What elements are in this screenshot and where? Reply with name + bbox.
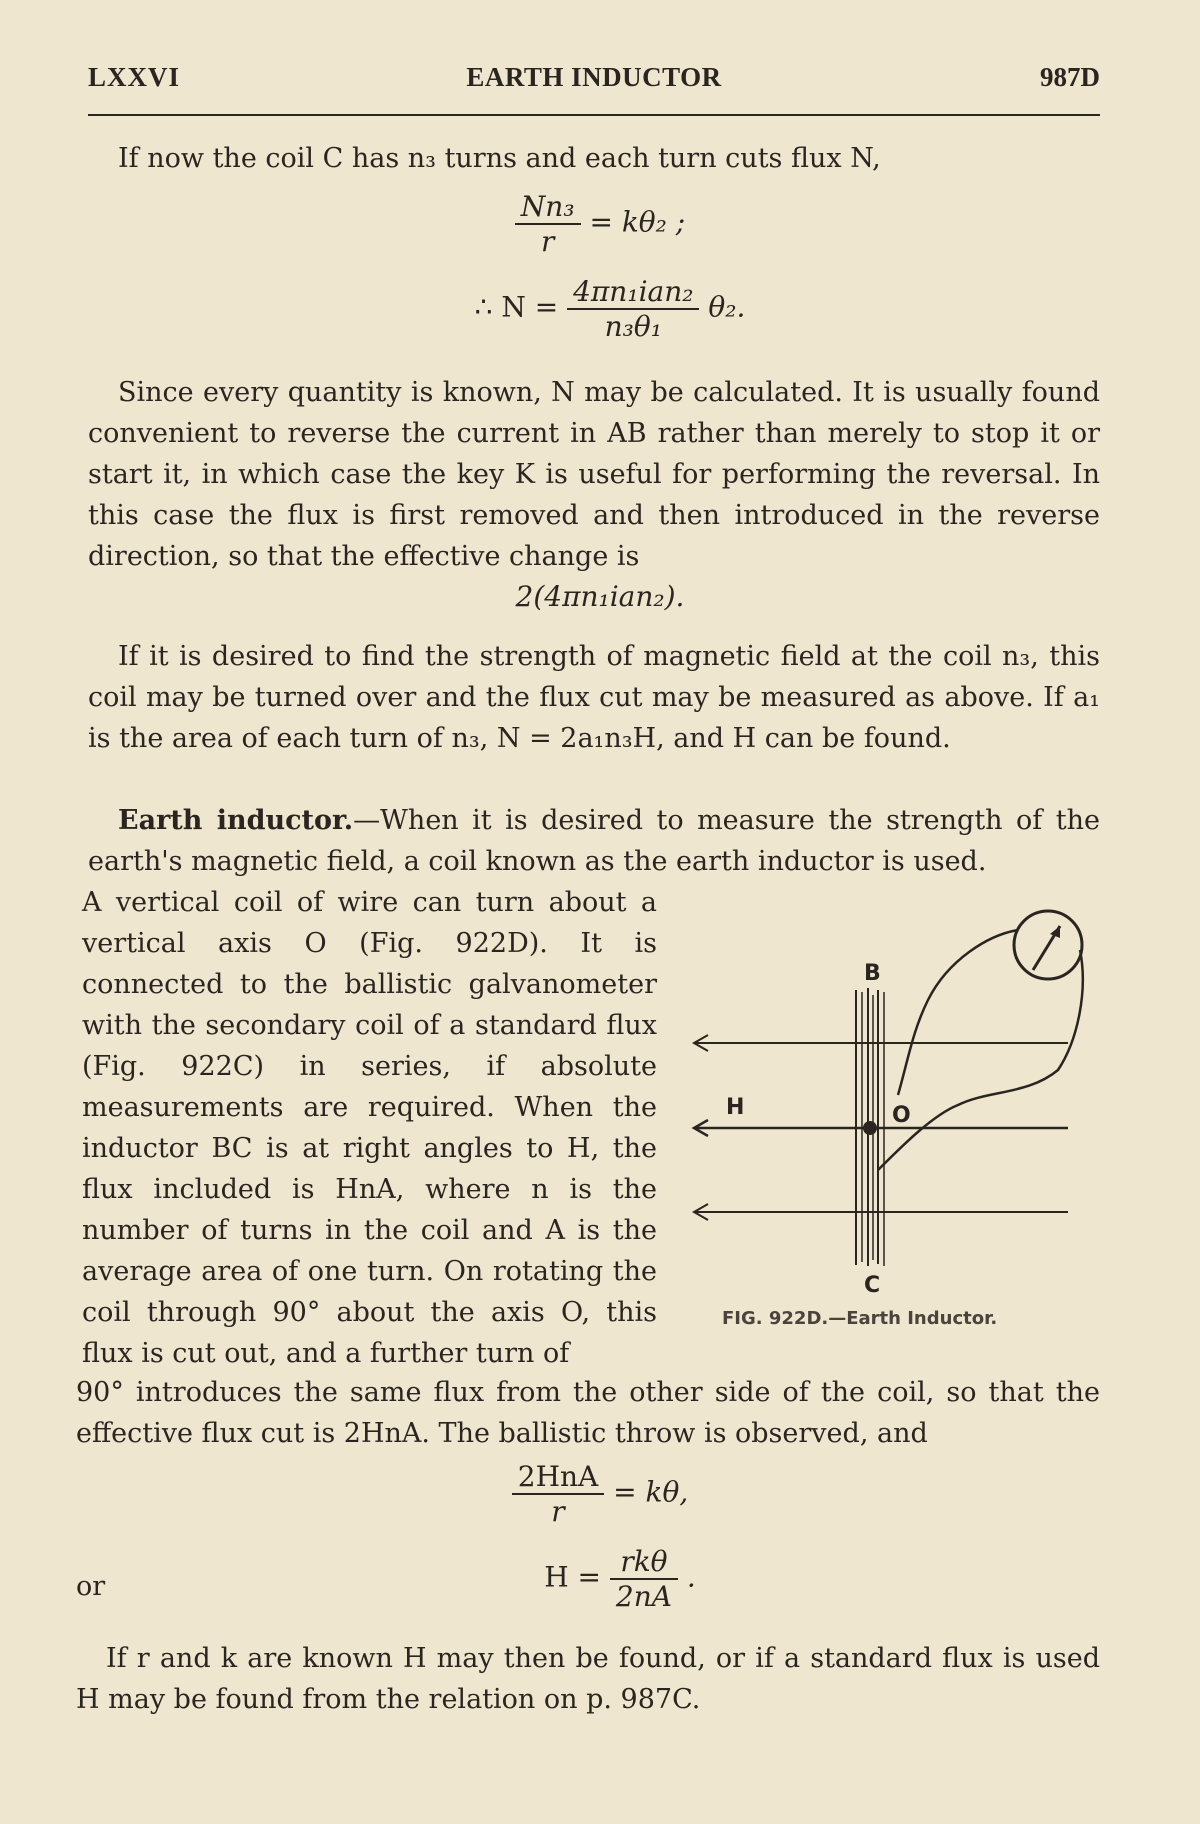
equation-2-fraction [567, 275, 699, 343]
equation-1-rhs: = kθ₂ ; [589, 205, 686, 239]
paragraph-7: If r and k are known H may then be found, or if a standard flux is used H may be found from the relation on p. 987C. [76, 1643, 1100, 1715]
equation-3: 2(4πn₁ian₂). [515, 580, 685, 613]
equation-5-or: or [76, 1571, 106, 1602]
equation-4 [470, 1460, 730, 1528]
equation-5-rhs: . [686, 1560, 696, 1594]
equation-2 [440, 275, 780, 343]
paragraph-5: A vertical coil of wire can turn about a vertical axis O (Fig. 922D). It is connected to the ballistic galvanometer with the secondary coil of a standard flux (Fig. 922C) in series, if absolute measurements are required. When the inductor BC is at right angles to H, the flux included is HnA, where n is the number of turns in the coil and A is the average area of one turn. On rotating the coil through 90° about the axis O, this flux is cut out, and a further turn of [82, 887, 657, 1369]
lead-wire-upper [898, 930, 1018, 1095]
equation-2-lhs: ∴ N = [474, 290, 559, 324]
header-page-number: 987D [1040, 62, 1100, 92]
section-heading-earth-inductor: Earth inductor. [118, 805, 354, 836]
equation-4-denominator: r [551, 1495, 565, 1528]
running-header [88, 62, 1100, 102]
label-o: O [892, 1103, 911, 1128]
paragraph-4-text: —When it is desired to measure the strength of the earth's magnetic field, a coil known as the earth inductor is used. [88, 805, 1100, 877]
paragraph-3: If it is desired to find the strength of magnetic field at the coil n₃, this coil may be turned over and the flux cut may be measured as above. If a₁ is the area of each turn of n₃, N = 2a₁n₃H, and H can be found. [88, 641, 1100, 754]
header-rule [88, 114, 1100, 116]
header-page-roman: LXXVI [88, 62, 181, 92]
equation-5 [520, 1545, 720, 1613]
equation-2-denominator: n₃θ₁ [604, 310, 662, 343]
axis-o-point [863, 1121, 877, 1135]
equation-1-fraction [515, 190, 581, 258]
paragraph-4 [88, 800, 1100, 882]
equation-1-denominator: r [540, 225, 555, 258]
equation-1 [470, 190, 730, 258]
paragraph-1: If now the coil C has n₃ turns and each turn cuts flux N, [118, 143, 881, 174]
paragraph-2: Since every quantity is known, N may be calculated. It is usually found convenient to reverse the current in AB rather than merely to stop it or start it, in which case the key K is useful for performing the reversal. In this case the flux is first removed and then introduced in the reverse direction, so that the effective change is [88, 377, 1100, 572]
header-title: EARTH INDUCTOR [466, 62, 722, 92]
equation-5-fraction [610, 1545, 678, 1613]
lead-wire-lower [878, 950, 1083, 1170]
label-c: C [864, 1273, 881, 1298]
figure-caption: FIG. 922D.—Earth Inductor. [722, 1308, 998, 1329]
equation-2-numerator: 4πn₁ian₂ [567, 275, 699, 310]
equation-2-rhs: θ₂. [708, 290, 746, 324]
paragraph-6: 90° introduces the same flux from the other side of the coil, so that the effective flux cut is 2HnA. The ballistic throw is observed, and [76, 1377, 1100, 1449]
equation-4-fraction [512, 1460, 605, 1528]
equation-5-lhs: H = [544, 1560, 601, 1594]
equation-4-numerator: 2HnA [512, 1460, 605, 1495]
label-h: H [726, 1095, 745, 1120]
label-b: B [864, 961, 881, 986]
equation-4-rhs: = kθ, [613, 1475, 689, 1509]
equation-5-denominator: 2nA [615, 1580, 672, 1613]
equation-1-numerator: Nn₃ [515, 190, 581, 225]
equation-5-numerator: rkθ [610, 1545, 678, 1580]
earth-inductor-figure [688, 900, 1108, 1300]
